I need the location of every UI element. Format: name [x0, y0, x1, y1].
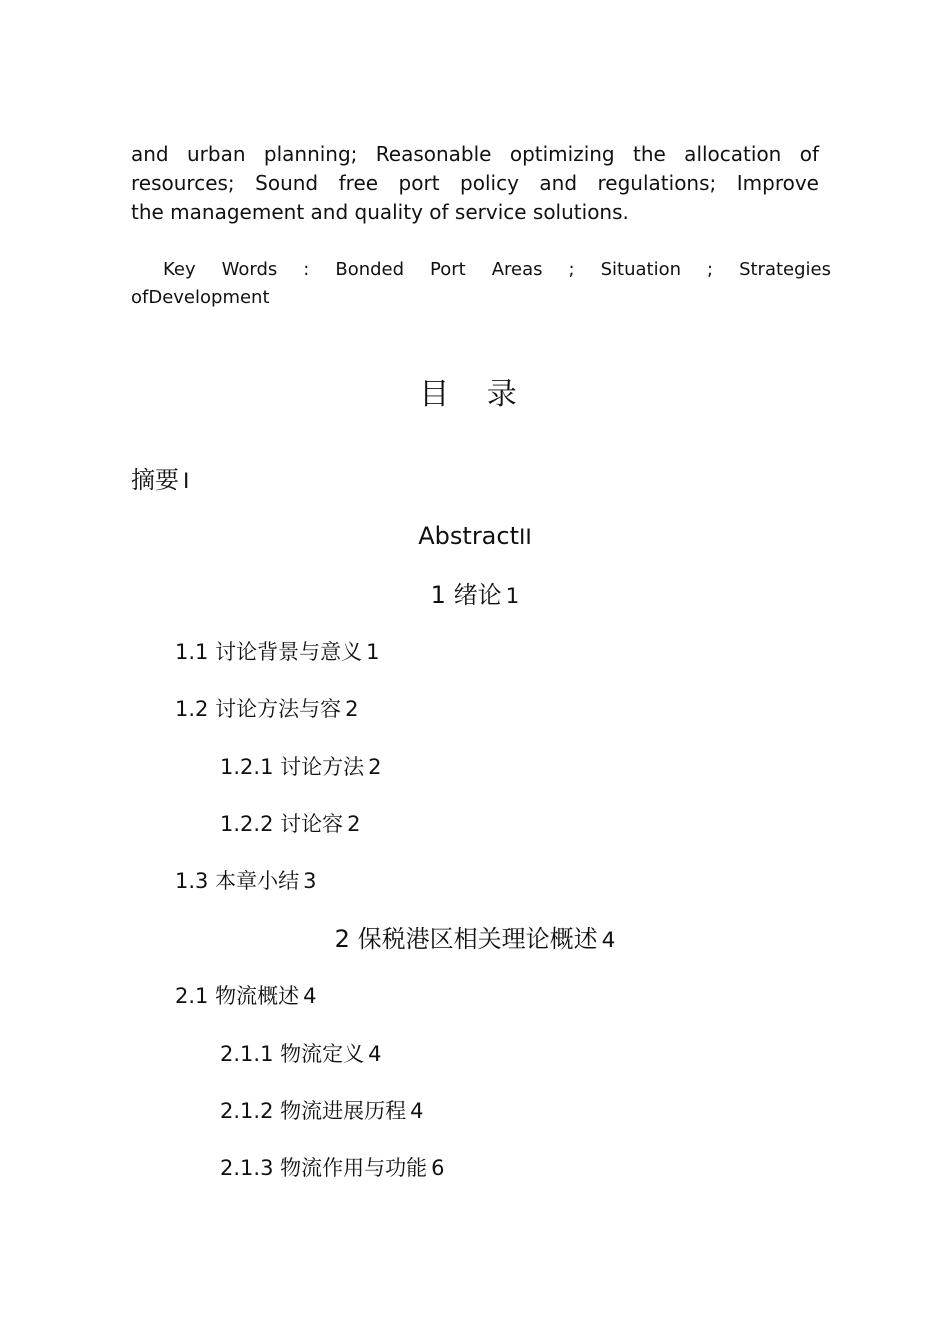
toc-entry-page: 4: [410, 1099, 424, 1123]
keywords-paragraph: [131, 256, 831, 312]
toc-entry[interactable]: [220, 1153, 444, 1183]
abstract-line: resources; Sound free port policy and regulations; Improve: [131, 171, 819, 195]
toc-entry-page: 4: [303, 984, 317, 1008]
toc-entry-label: 摘要: [131, 466, 179, 494]
toc-entry[interactable]: [175, 694, 358, 724]
toc-entry-page: 1: [366, 640, 380, 664]
toc-entry-page: 2: [368, 755, 382, 779]
toc-entry-label: 2.1.2 物流进展历程: [220, 1099, 407, 1123]
toc-entry[interactable]: [175, 866, 316, 896]
keywords-line: ofDevelopment: [131, 287, 270, 308]
toc-entry-label: 1.2.2 讨论容: [220, 812, 344, 836]
toc-entry[interactable]: [175, 637, 379, 667]
toc-entry-page: 6: [431, 1156, 445, 1180]
toc-entry[interactable]: [131, 464, 189, 498]
toc-entry-label: 1.1 讨论背景与意义: [175, 640, 363, 664]
abstract-line: the management and quality of service solutions.: [131, 200, 629, 224]
toc-entry[interactable]: [0, 520, 950, 554]
toc-entry-label: 2 保税港区相关理论概述: [334, 925, 598, 953]
toc-entry[interactable]: [220, 1039, 381, 1069]
toc-entry[interactable]: [220, 809, 360, 839]
abstract-paragraph: [131, 140, 819, 227]
toc-entry[interactable]: [220, 1096, 423, 1126]
toc-entry-label: 2.1.3 物流作用与功能: [220, 1156, 428, 1180]
toc-entry-page: 2: [347, 812, 361, 836]
toc-entry-label: 1.2.1 讨论方法: [220, 755, 365, 779]
toc-entry-page: 4: [601, 928, 616, 953]
toc-entry-label: 1 绪论: [430, 581, 502, 609]
toc-entry-page: 4: [368, 1042, 382, 1066]
toc-entry-page: 2: [345, 697, 359, 721]
toc-entry[interactable]: [175, 981, 316, 1011]
toc-entry-page: 3: [303, 869, 317, 893]
toc-entry-page: II: [519, 525, 532, 550]
toc-entry-page: 1: [505, 584, 520, 609]
toc-entry[interactable]: [0, 923, 950, 957]
toc-entry[interactable]: [0, 579, 950, 613]
toc-entry-page: I: [183, 469, 190, 494]
toc-entry-label: 2.1.1 物流定义: [220, 1042, 365, 1066]
toc-entry-label: 1.2 讨论方法与容: [175, 697, 342, 721]
abstract-line: and urban planning; Reasonable optimizing the allocation of: [131, 142, 819, 166]
keywords-line: Key Words : Bonded Port Areas ; Situation ; Strategies: [163, 259, 831, 280]
toc-title: 目 录: [419, 377, 531, 412]
toc-entry-label: 2.1 物流概述: [175, 984, 300, 1008]
toc-entry[interactable]: [220, 752, 381, 782]
toc-entry-label: 1.3 本章小结: [175, 869, 300, 893]
toc-entry-label: Abstract: [418, 522, 519, 550]
